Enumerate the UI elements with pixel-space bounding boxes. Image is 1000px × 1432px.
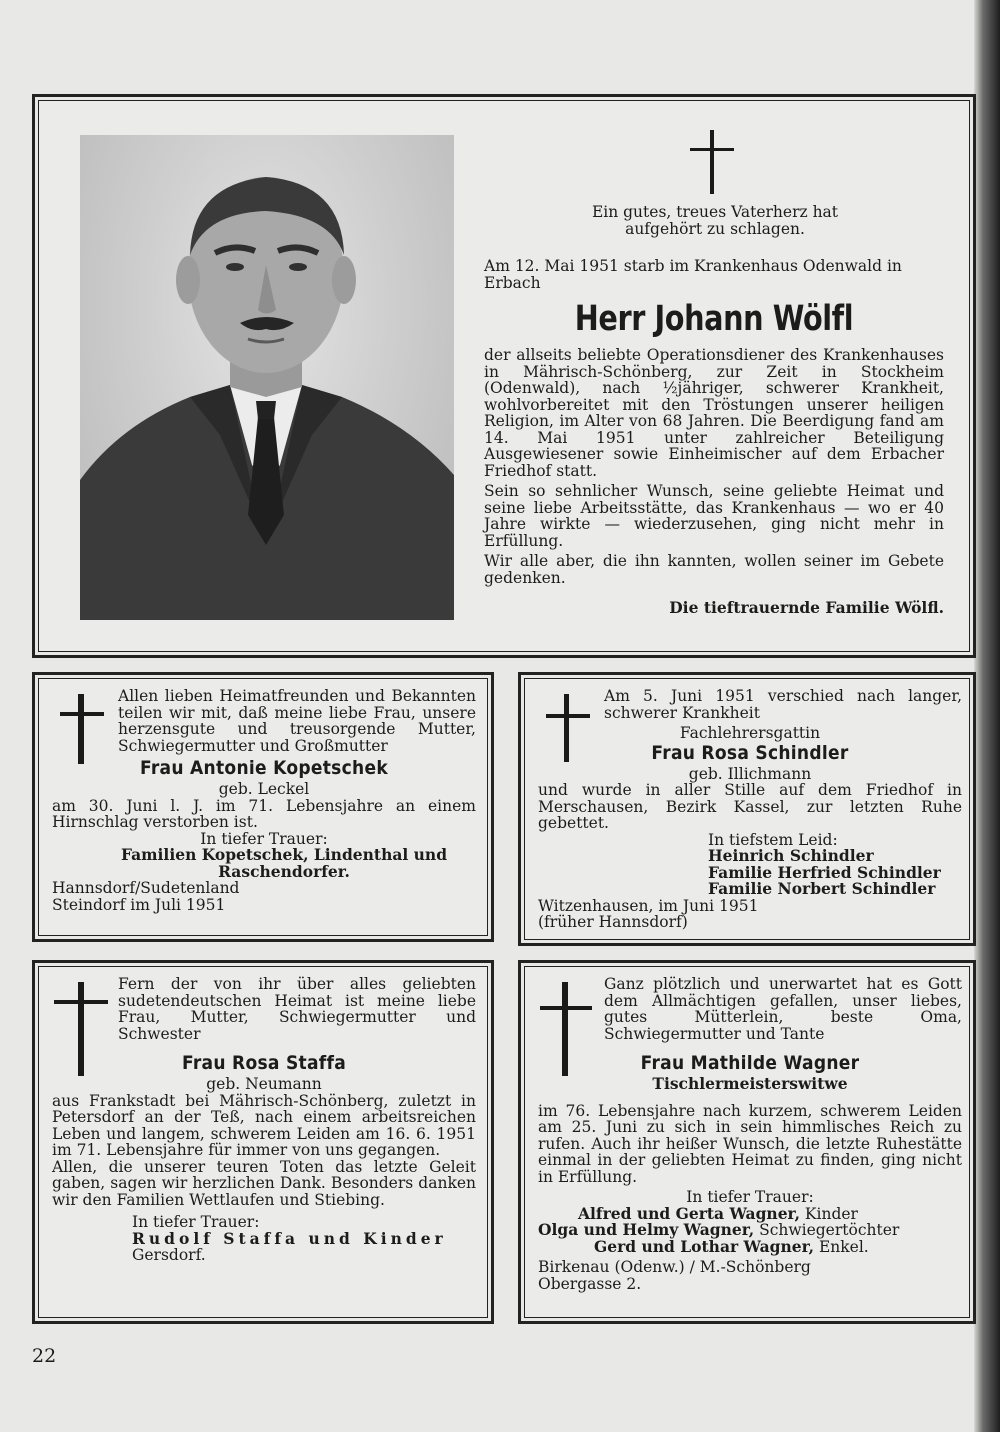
title-text: Fachlehrersgattin: [679, 724, 821, 742]
mourning-label: In tiefer Trauer:: [200, 829, 328, 848]
signer-2-relation: Schwiegertöchter: [754, 1221, 900, 1239]
wagner-text: [538, 976, 962, 1292]
family-signers: Familien Kopetschek, Lindenthal und Raschendorfer.: [120, 845, 448, 881]
intro-text: Ganz plötzlich und unerwartet hat es Gott dem Allmächtigen gefallen, unser liebes, gutes Mütterlein, beste Oma, Schwiegermutter und Tante: [604, 975, 962, 1043]
intro-text: Am 12. Mai 1951 starb im Krankenhaus Odenwald in Erbach: [484, 257, 902, 292]
deceased-name: Frau Antonie Kopetschek: [139, 757, 388, 779]
body-paragraph-3: Wir alle aber, die ihn kannten, wollen seiner im Gebete gedenken.: [484, 552, 944, 587]
signer-2: Familie Herfried Schindler: [708, 862, 941, 882]
deceased-name: Herr Johann Wölfl: [574, 299, 854, 339]
place-line-1: Hannsdorf/Sudetenland: [52, 879, 240, 897]
intro-text: Allen lieben Heimatfreunden und Bekannten teilen wir mit, daß meine liebe Frau, unsere herzensgute und treusorgende Mutter, Schwiegermutter und Großmutter: [118, 687, 476, 755]
mourning-label: In tiefer Trauer:: [132, 1213, 260, 1231]
birth-name: geb. Neumann: [206, 1075, 322, 1093]
signer-2-names: Olga und Helmy Wagner,: [538, 1220, 755, 1239]
body-paragraph-2: Sein so sehnlicher Wunsch, seine geliebte Heimat und seine liebe Arbeitsstätte, das Krankenhaus — wo er 40 Jahre wirkte — wiederzusehen, ging nicht mehr in Erfüllung.: [484, 482, 944, 550]
place-line-1: Birkenau (Odenw.) / M.-Schönberg: [538, 1258, 811, 1276]
signer-3: [538, 1236, 962, 1256]
signer-1: Heinrich Schindler: [708, 846, 874, 865]
intro-text: Fern der von ihr über alles geliebten sudetendeutschen Heimat ist meine liebe Frau, Mutter, Schwiegermutter und Schwester: [118, 975, 476, 1043]
page-number: 22: [32, 1345, 57, 1367]
signer-1-relation: Kinder: [800, 1204, 858, 1223]
kopetschek-text: [52, 688, 476, 913]
mourning-label: In tiefstem Leid:: [708, 830, 838, 849]
portrait-photo: [80, 135, 454, 620]
place-line-1: Witzenhausen, im Juni 1951: [538, 896, 759, 915]
death-text: am 30. Juni l. J. im 71. Lebensjahre an einem Hirnschlag verstorben ist.: [52, 796, 476, 831]
thanks-text: Allen, die unserer teuren Toten das letzte Geleit gaben, sagen wir herzlichen Dank. Besonders danken wir den Familien Wettlaufen und Stiebing.: [52, 1157, 476, 1209]
cross-icon: [690, 130, 734, 194]
signer-3: Familie Norbert Schindler: [708, 879, 936, 898]
place-line-2: (früher Hannsdorf): [538, 913, 688, 931]
deceased-name: Frau Rosa Schindler: [651, 741, 849, 764]
place-line: Gersdorf.: [132, 1246, 206, 1264]
body-paragraph-1: der allseits beliebte Operationsdiener des Krankenhauses in Mährisch-Schönberg, zur Zeit in Stockheim (Odenwald), nach ½jähriger, schwerer Krankheit, wohlvorbereitet mit den Tröstungen unserer heiligen Religion, im Alter von 68 Jahren. Die Beerdigung fand am 14. Mai 1951 unter zahlreicher Beteiligung Ausgewiesener sowie Einheimischer auf dem Erbacher Friedhof statt.: [484, 346, 944, 480]
main-text: [484, 258, 944, 617]
title-text: Tischlermeisterswitwe: [652, 1074, 848, 1093]
place-line-2: Steindorf im Juli 1951: [52, 895, 226, 914]
signature: Die tieftrauernde Familie Wölfl.: [669, 598, 944, 617]
page-gutter-shadow: [974, 0, 1000, 1432]
portrait-man-icon: [80, 135, 454, 620]
deceased-name: Frau Rosa Staffa: [181, 1052, 347, 1074]
burial-text: und wurde in aller Stille auf dem Friedhof in Merschausen, Bezirk Kassel, zur letzten Ruhe gebettet.: [538, 781, 962, 832]
death-text: im 76. Lebensjahre nach kurzem, schwerem Leiden am 25. Juni zu sich in sein himmlisches Reich zu rufen. Auch ihr heißer Wunsch, die letzte Ruhestätte einmal in der geliebten Heimat zu finden, ging nicht in Erfüllung.: [538, 1101, 962, 1186]
schindler-text: [538, 688, 962, 931]
death-text: aus Frankstadt bei Mährisch-Schönberg, zuletzt in Petersdorf an der Teß, nach einem arbeitsreichen Leben und langem, schwerem Leiden am 16. 6. 1951 im 71. Lebensjahre für immer von uns gegangen.: [52, 1091, 476, 1159]
signer-1-names: Alfred und Gerta Wagner,: [578, 1203, 800, 1223]
deceased-name: Frau Mathilde Wagner: [640, 1052, 860, 1074]
staffa-text: [52, 976, 476, 1264]
birth-name: geb. Illichmann: [688, 764, 812, 783]
signer-3-names: Gerd und Lothar Wagner,: [594, 1236, 815, 1256]
mourning-label: In tiefer Trauer:: [686, 1188, 814, 1206]
birth-name: geb. Leckel: [218, 780, 310, 798]
place-line-2: Obergasse 2.: [538, 1274, 642, 1293]
intro-text: Am 5. Juni 1951 verschied nach langer, schwerer Krankheit: [604, 687, 962, 722]
tagline: Ein gutes, treues Vaterherz hat aufgehört zu schlagen.: [591, 203, 839, 238]
signer-3-relation: Enkel.: [814, 1237, 869, 1256]
signer: Rudolf Staffa und Kinder: [132, 1228, 447, 1248]
